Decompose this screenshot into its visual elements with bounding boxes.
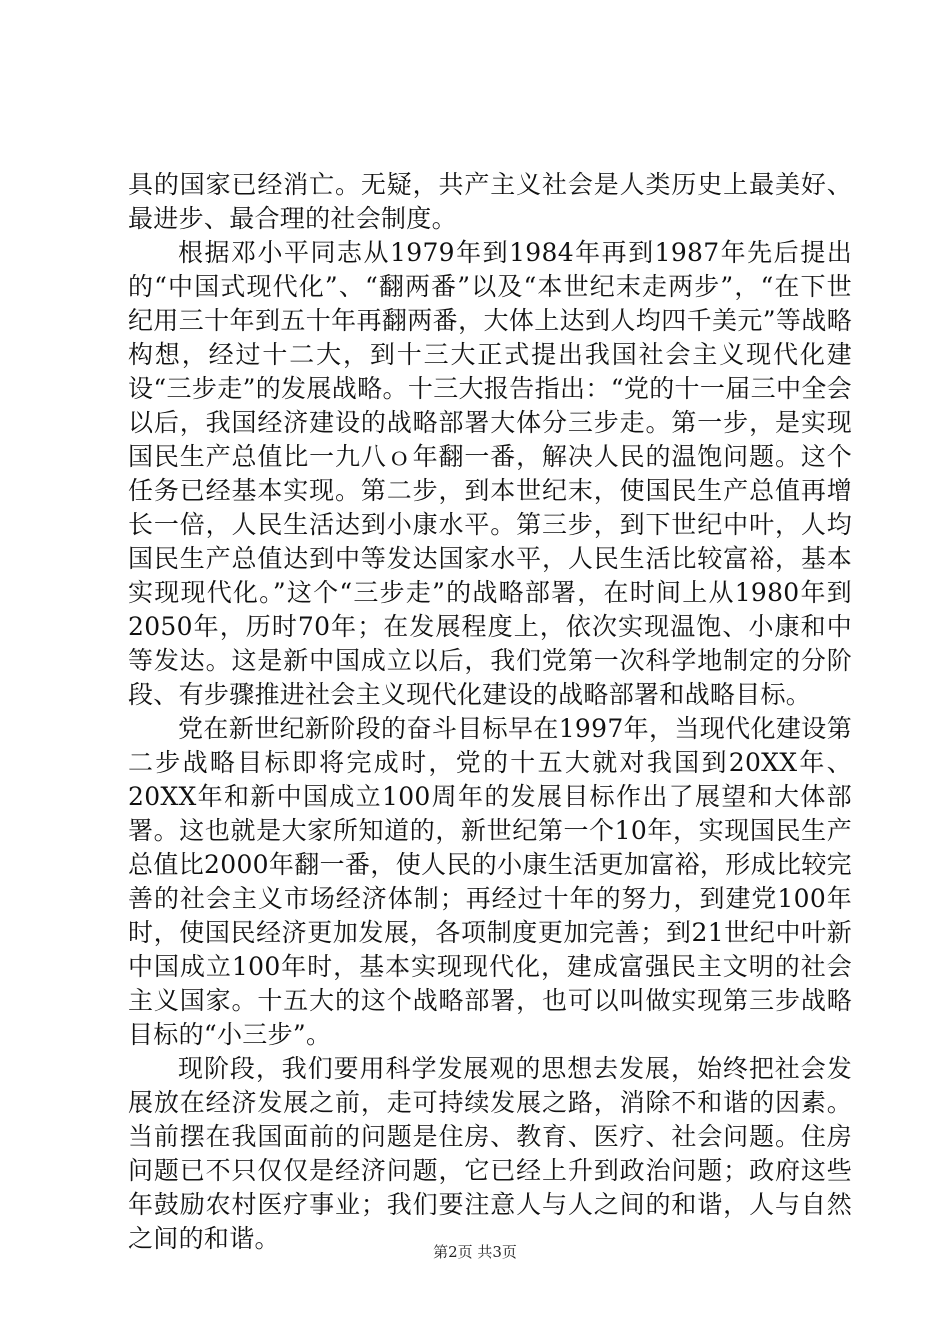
paragraph-4: 现阶段，我们要用科学发展观的思想去发展，始终把社会发展放在经济发展之前，走可持续发展之路，消除不和谐的因素。当前摆在我国面前的问题是住房、教育、医疗、社会问题。住房问题已不只仅仅是经济问题，它已经上升到政治问题；政府这些年鼓励农村医疗事业；我们要注意人与人之间的和谐，人与自然之间的和谐。 — [128, 1054, 852, 1253]
page-footer — [0, 1242, 950, 1262]
paragraph-1: 具的国家已经消亡。无疑，共产主义社会是人类历史上最美好、最进步、最合理的社会制度。 — [128, 170, 852, 233]
paragraph-3: 党在新世纪新阶段的奋斗目标早在1997年，当现代化建设第二步战略目标即将完成时，党的十五大就对我国到20XX年、20XX年和新中国成立100周年的发展目标作出了展望和大体部署。这也就是大家所知道的，新世纪第一个10年，实现国民生产总值比2000年翻一番，使人民的小康生活更加富裕，形成比较完善的社会主义市场经济体制；再经过十年的努力，到建党100年时，使国民经济更加发展，各项制度更加完善；到21世纪中叶新中国成立100年时，基本实现现代化，建成富强民主文明的社会主义国家。十五大的这个战略部署，也可以叫做实现第三步战略目标的“小三步”。 — [128, 714, 852, 1049]
paragraph-2: 根据邓小平同志从1979年到1984年再到1987年先后提出的“中国式现代化”、“翻两番”以及“本世纪末走两步”，“在下世纪用三十年到五十年再翻两番，大体上达到人均四千美元”等战略构想，经过十二大，到十三大正式提出我国社会主义现代化建设“三步走”的发展战略。十三大报告指出：“党的十一届三中全会以后，我国经济建设的战略部署大体分三步走。第一步，是实现国民生产总值比一九八ｏ年翻一番，解决人民的温饱问题。这个任务已经基本实现。第二步，到本世纪末，使国民生产总值再增长一倍，人民生活达到小康水平。第三步，到下世纪中叶，人均国民生产总值达到中等发达国家水平，人民生活比较富裕，基本实现现代化。”这个“三步走”的战略部署，在时间上从1980年到2050年，历时70年；在发展程度上，依次实现温饱、小康和中等发达。这是新中国成立以后，我们党第一次科学地制定的分阶段、有步骤推进社会主义现代化建设的战略部署和战略目标。 — [128, 238, 852, 709]
page-number-label: 第2页 共3页 — [433, 1243, 517, 1261]
document-body — [128, 168, 852, 1256]
